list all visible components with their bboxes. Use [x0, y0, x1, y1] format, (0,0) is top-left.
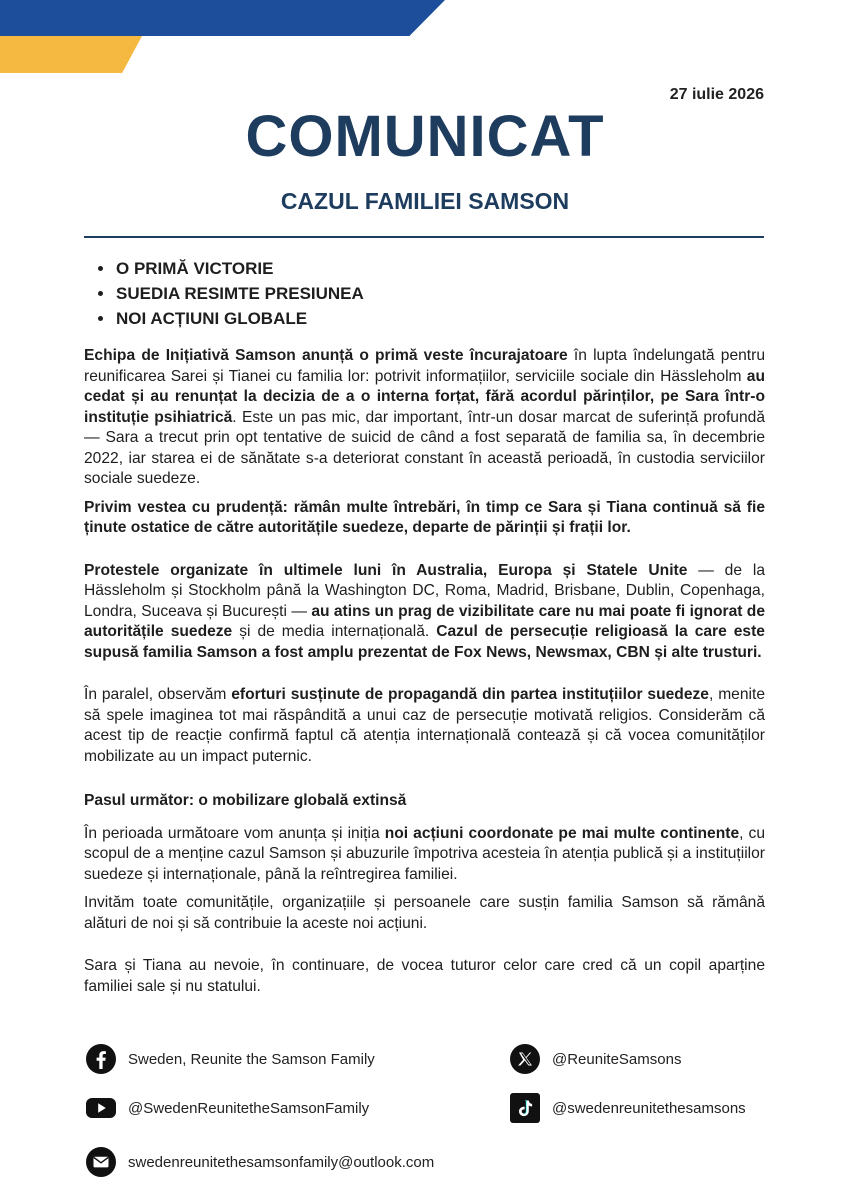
contact-x[interactable]	[510, 1044, 681, 1074]
contact-email-label: swedenreunitethesamsonfamily@outlook.com	[128, 1153, 435, 1171]
bold-text-segment: Cazul de persecuție religioasă la care este supusă familia Samson a fost amplu prezentat de Fox News, Newsmax, CBN și alte trusturi.	[84, 623, 765, 661]
bullet-item: O PRIMĂ VICTORIE	[96, 256, 364, 281]
title-divider	[84, 236, 764, 238]
contact-youtube-label: @SwedenReunitetheSamsonFamily	[128, 1099, 370, 1117]
release-date: 27 iulie 2026	[669, 86, 764, 103]
paragraph-propaganda	[84, 685, 765, 767]
facebook-icon	[86, 1044, 116, 1074]
bold-text-segment: eforturi susținute de propagandă din partea instituțiilor suedeze	[231, 686, 709, 703]
page-subtitle: CAZUL FAMILIEI SAMSON	[280, 188, 570, 214]
bold-text-segment: Protestele organizate în ultimele luni în Australia, Europa și Statele Unite	[84, 561, 688, 579]
paragraph-invitation	[84, 893, 765, 934]
bold-text-segment: Echipa de Inițiativă Samson anunță o primă veste încurajatoare	[84, 347, 568, 364]
page-title: COMUNICAT	[245, 104, 605, 169]
text-segment: în lupta îndelungată pentru reunificarea Sarei și Tianei cu familia lor: potrivit informațiilor, serviciile sociale din Hässleholm	[84, 347, 766, 385]
contact-email[interactable]	[86, 1147, 434, 1177]
text-segment: , menite să spele imaginea tot mai răspândită a unui caz de persecuție motivată religios. Considerăm că acest tip de reacție confirmă faptul că atenția internațională contează și că vocea comunităților mobilizate au un impact puternic.	[84, 686, 765, 765]
bold-text-segment: au atins un prag de vizibilitate care nu mai poate fi ignorat de autoritățile suedeze	[84, 602, 766, 640]
text-segment: În paralel, observăm	[84, 686, 232, 703]
text-segment: Invităm toate comunitățile, organizațiile și persoanele care susțin familia Samson să rămână alături de noi și să contribuie la aceste noi acțiuni.	[84, 894, 765, 932]
text-segment: , cu scopul de a menține cazul Samson și abuzurile împotriva acesteia în atenția publică și a instituțiilor suedeze și internaționale, până la reîntregirea familiei.	[84, 824, 765, 883]
bold-text-segment: au cedat și au renunțat la decizia de a o interna forțat, fără acordul părinților, pe Sara într-o instituție psihiatrică	[84, 367, 765, 426]
release-body	[84, 346, 765, 1005]
bullet-item: NOI ACȚIUNI GLOBALE	[96, 306, 364, 331]
email-icon	[86, 1147, 116, 1177]
contact-tiktok[interactable]	[510, 1093, 746, 1123]
contact-facebook-label: Sweden, Reunite the Samson Family	[128, 1050, 375, 1068]
text-segment: — de la Hässleholm și Stockholm până la Washington DC, Roma, Madrid, Brisbane, Dublin, Copenhaga, Londra, Suceava și București —	[84, 561, 765, 620]
paragraph-caution	[84, 498, 765, 539]
text-segment: Sara și Tiana au nevoie, în continuare, de vocea tuturor celor care cred că un copil aparține familiei sale și nu statului.	[84, 957, 765, 995]
tiktok-icon	[510, 1093, 540, 1123]
x-icon	[510, 1044, 540, 1074]
section-heading: Pasul următor: o mobilizare globală extinsă	[84, 792, 407, 809]
paragraph-closing	[84, 956, 765, 997]
contact-x-label: @ReuniteSamsons	[552, 1050, 682, 1068]
paragraph-intro	[84, 346, 765, 490]
text-segment: În perioada următoare vom anunța și iniția	[84, 824, 385, 842]
header-band-yellow	[0, 36, 142, 73]
header-band-blue	[0, 0, 445, 36]
bold-text-segment: Privim vestea cu prudență: rămân multe întrebări, în timp ce Sara și Tiana continuă să fie ținute ostatice de către autoritățile suedeze, departe de părinții și frații lor.	[84, 498, 765, 536]
text-segment: . Este un pas mic, dar important, într-un dosar marcat de suferință profundă — Sara a trecut prin opt tentative de suicid de când a fost separată de familia sa, în decembrie 2022, iar starea ei de sănătate s-a deteriorat constant în această perioadă, în custodia serviciilor sociale suedeze.	[84, 408, 765, 487]
contact-youtube[interactable]	[86, 1093, 369, 1123]
paragraph-next-steps	[84, 824, 765, 886]
youtube-icon	[86, 1093, 116, 1123]
bold-text-segment: noi acțiuni coordonate pe mai multe continente	[384, 824, 740, 842]
paragraph-protests	[84, 561, 765, 664]
headline-bullets	[96, 256, 364, 331]
contact-facebook[interactable]	[86, 1044, 375, 1074]
text-segment: și de media internațională.	[232, 623, 437, 640]
contact-tiktok-label: @swedenreunitethesamsons	[552, 1099, 746, 1117]
header-band	[0, 0, 850, 80]
bullet-item: SUEDIA RESIMTE PRESIUNEA	[96, 281, 364, 306]
